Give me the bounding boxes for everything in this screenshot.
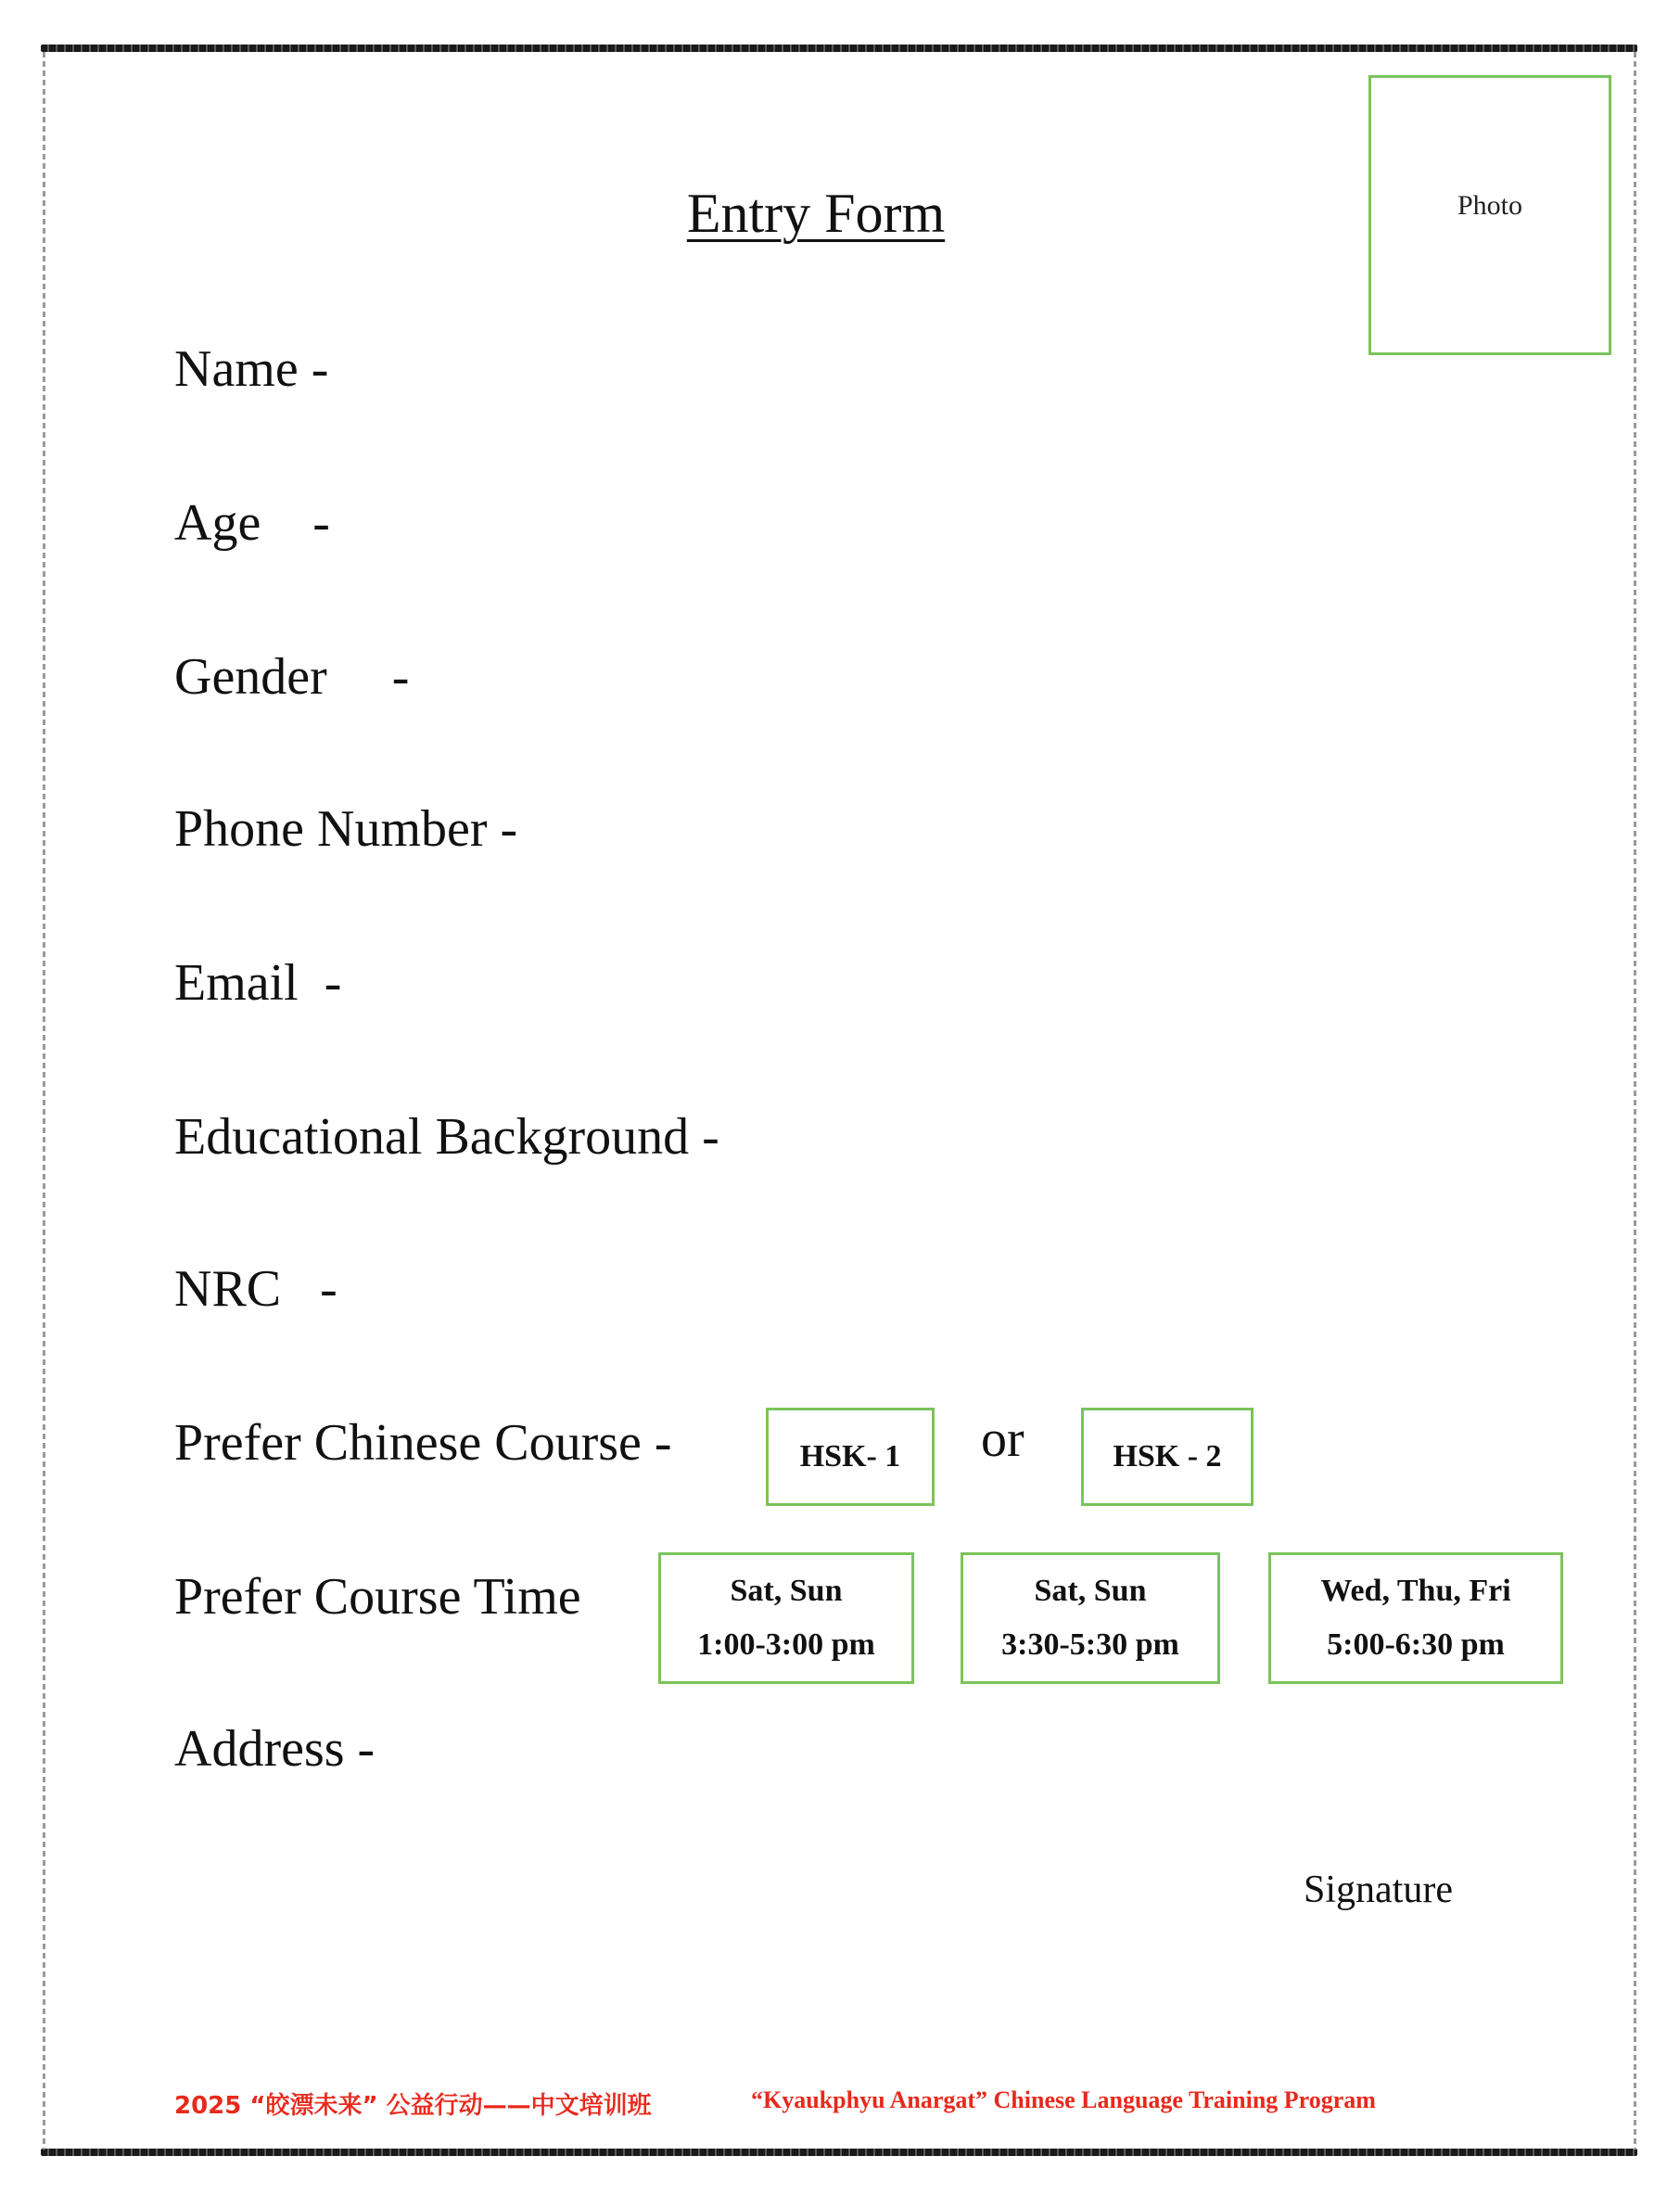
phone-field-label: Phone Number - — [174, 800, 518, 858]
page-border-right — [1634, 52, 1636, 2150]
time-option-box-1[interactable] — [658, 1552, 914, 1684]
course-field-label: Prefer Chinese Course - — [174, 1414, 672, 1472]
time-option-2-hours: 3:30-5:30 pm — [1001, 1627, 1179, 1662]
page-border-top — [41, 45, 1637, 52]
hsk1-option-box[interactable] — [766, 1408, 935, 1506]
form-title: Entry Form — [686, 183, 946, 244]
time-option-box-3[interactable] — [1268, 1552, 1563, 1684]
footer-english-text: “Kyaukphyu Anargat” Chinese Language Training Program — [751, 2086, 1376, 2113]
age-field-label: Age - — [174, 494, 330, 552]
signature-label: Signature — [1304, 1869, 1453, 1911]
course-time-field-label: Prefer Course Time — [174, 1568, 581, 1626]
time-option-1-days: Sat, Sun — [730, 1574, 843, 1608]
nrc-field-label: NRC - — [174, 1260, 337, 1318]
footer-chinese-text: 2025 “皎漂未来” 公益行动——中文培训班 — [174, 2092, 652, 2120]
page-border-left — [43, 52, 45, 2150]
name-field-label: Name - — [174, 340, 329, 398]
education-field-label: Educational Background - — [174, 1108, 719, 1166]
hsk2-option-box[interactable] — [1081, 1408, 1254, 1506]
hsk2-option-label: HSK - 2 — [1113, 1439, 1222, 1473]
photo-label: Photo — [1457, 190, 1523, 221]
address-field-label: Address - — [174, 1720, 375, 1778]
gender-field-label: Gender - — [174, 648, 410, 706]
time-option-3-days: Wed, Thu, Fri — [1320, 1574, 1511, 1608]
page-border-bottom — [41, 2149, 1637, 2156]
email-field-label: Email - — [174, 954, 342, 1012]
time-option-3-hours: 5:00-6:30 pm — [1327, 1627, 1505, 1662]
time-option-2-days: Sat, Sun — [1034, 1574, 1147, 1608]
time-option-1-hours: 1:00-3:00 pm — [697, 1627, 875, 1662]
time-option-box-2[interactable] — [961, 1552, 1220, 1684]
hsk1-option-label: HSK- 1 — [799, 1439, 901, 1473]
or-text: or — [981, 1410, 1025, 1468]
